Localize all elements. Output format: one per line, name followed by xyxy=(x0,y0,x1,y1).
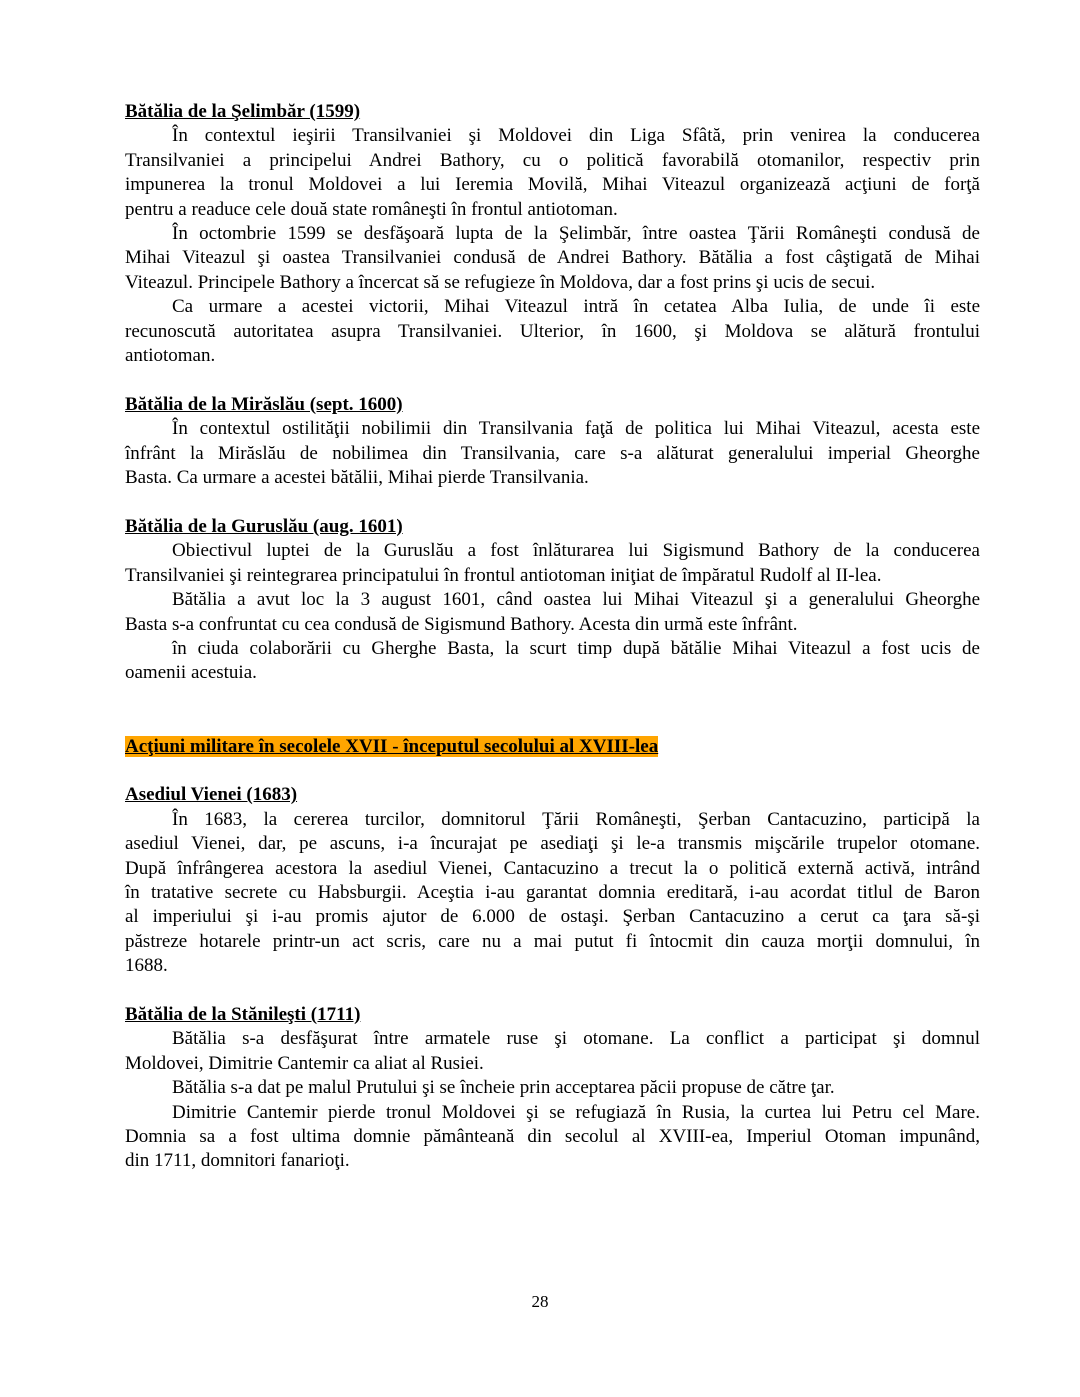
paragraph xyxy=(125,539,980,588)
text-line: Bătălia s-a dat pe malul Prutului şi se încheie prin acceptarea păcii propuse de către ţar. xyxy=(172,1077,835,1099)
section xyxy=(125,783,980,978)
text-line: Obiectivul luptei de la Guruslău a fost înlăturarea lui Sigismund Bathory de la conducerea xyxy=(172,540,980,562)
text-line: înfrânt la Mirăslău de nobilimea din Transilvania, care s-a alăturat generalului imperial Gheorghe xyxy=(125,442,980,464)
text-line: Basta. Ca urmare a acestei bătălii, Mihai pierde Transilvania. xyxy=(125,467,589,489)
text-line: din 1711, domnitori fanarioţi. xyxy=(125,1150,350,1172)
text-line: În contextul ieşirii Transilvaniei şi Moldovei din Liga Sfâtă, prin venirea la conducerea xyxy=(172,125,980,147)
text-line: recunoscută autoritatea asupra Transilvaniei. Ulterior, în 1600, şi Moldova se alătură frontului xyxy=(125,320,980,342)
paragraph xyxy=(125,1101,980,1174)
text-line: Transilvaniei şi reintegrarea principatului în frontul antiotoman iniţiat de împăratul Rudolf al II-lea. xyxy=(125,564,882,586)
text-line: oamenii acestuia. xyxy=(125,662,257,684)
paragraph xyxy=(125,124,980,222)
text-line: În contextul ostilităţii nobilimii din Transilvania faţă de politica lui Mihai Viteazul, acesta este xyxy=(172,418,980,440)
paragraph xyxy=(125,417,980,490)
text-line: Bătălia a avut loc la 3 august 1601, când oastea lui Mihai Viteazul şi a generalului Gheorghe xyxy=(172,589,980,611)
text-line: impunerea la tronul Moldovei a lui Ieremia Movilă, Mihai Viteazul organizează acţiuni de forţă xyxy=(125,174,980,196)
chapter-heading xyxy=(125,735,980,759)
paragraph xyxy=(125,1076,980,1100)
text-line: antiotoman. xyxy=(125,345,216,367)
section xyxy=(125,100,980,368)
text-line: Moldovei, Dimitrie Cantemir ca aliat al Rusiei. xyxy=(125,1052,484,1074)
text-line: Ca urmare a acestei victorii, Mihai Viteazul intră în cetatea Alba Iulia, de unde îi este xyxy=(172,296,980,318)
text-line: păstreze hotarele printr-un act scris, care nu a mai putut fi întocmit din cauza morţii domnului, în xyxy=(125,930,980,952)
text-line: În 1683, la cererea turcilor, domnitorul Ţării Româneşti, Şerban Cantacuzino, participă la xyxy=(172,808,980,830)
paragraph xyxy=(125,1027,980,1076)
text-line: Bătălia s-a desfăşurat între armatele ruse şi otomane. La conflict a participat şi domnul xyxy=(172,1028,980,1050)
text-line: Viteazul. Principele Bathory a încercat să se refugieze în Moldova, dar a fost prins şi ucis de secui. xyxy=(125,271,876,293)
text-line: al imperiului şi i-au promis ajutor de 6.000 de ostaşi. Şerban Cantacuzino a cerut ca ţara să-şi xyxy=(125,906,980,928)
text-line: asediul Vienei, dar, pe ascuns, i-a încurajat pe asediaţi şi le-a transmis mişcările trupelor otomane. xyxy=(125,833,980,855)
text-line: Domnia sa a fost ultima domnie pământeană din secolul al XVIII-ea, Imperiul Otoman impunând, xyxy=(125,1125,980,1147)
text-line: Transilvaniei a principelui Andrei Bathory, cu o politică favorabilă otomanilor, respectiv prin xyxy=(125,149,980,171)
text-line: în tratative secrete cu Habsburgii. Aceştia i-au garantat domnia ereditară, i-au acordat titlul de Baron xyxy=(125,881,980,903)
paragraph xyxy=(125,295,980,368)
section xyxy=(125,1003,980,1174)
text-line: Dimitrie Cantemir pierde tronul Moldovei şi se refugiază în Rusia, la curtea lui Petru cel Mare. xyxy=(172,1101,980,1123)
document-body xyxy=(125,100,980,1198)
paragraph xyxy=(125,588,980,637)
text-line: pentru a readuce cele două state româneşti în frontul antiotoman. xyxy=(125,198,618,220)
chapter-title-highlighted: Acţiuni militare în secolele XVII - începutul secolului al XVIII-lea xyxy=(125,735,659,757)
section-heading: Bătălia de la Guruslău (aug. 1601) xyxy=(125,515,403,537)
section-heading: Bătălia de la Mirăslău (sept. 1600) xyxy=(125,393,403,415)
section xyxy=(125,393,980,491)
section-heading: Bătălia de la Şelimbăr (1599) xyxy=(125,101,361,122)
section-heading: Bătălia de la Stănileşti (1711) xyxy=(125,1003,361,1025)
text-line: în ciuda colaborării cu Gherghe Basta, la scurt timp după bătălie Mihai Viteazul a fost ucis de xyxy=(172,637,980,659)
section-heading: Asediul Vienei (1683) xyxy=(125,784,298,806)
text-line: Basta s-a confruntat cu cea condusă de Sigismund Bathory. Acesta din urmă este înfrânt. xyxy=(125,613,798,635)
paragraph xyxy=(125,222,980,295)
text-line: În octombrie 1599 se desfăşoară lupta de la Şelimbăr, între oastea Ţării Româneşti condusă de xyxy=(172,223,980,245)
page-number: 28 xyxy=(531,1292,549,1311)
text-line: 1688. xyxy=(125,955,168,977)
text-line: Mihai Viteazul şi oastea Transilvaniei condusă de Andrei Bathory. Bătălia a fost câştigată de Mihai xyxy=(125,247,980,269)
paragraph xyxy=(125,637,980,686)
paragraph xyxy=(125,808,980,979)
section xyxy=(125,515,980,686)
text-line: După înfrângerea acestora la asediul Vienei, Cantacuzino a trecut la o politică externă activă, intrând xyxy=(125,857,980,879)
